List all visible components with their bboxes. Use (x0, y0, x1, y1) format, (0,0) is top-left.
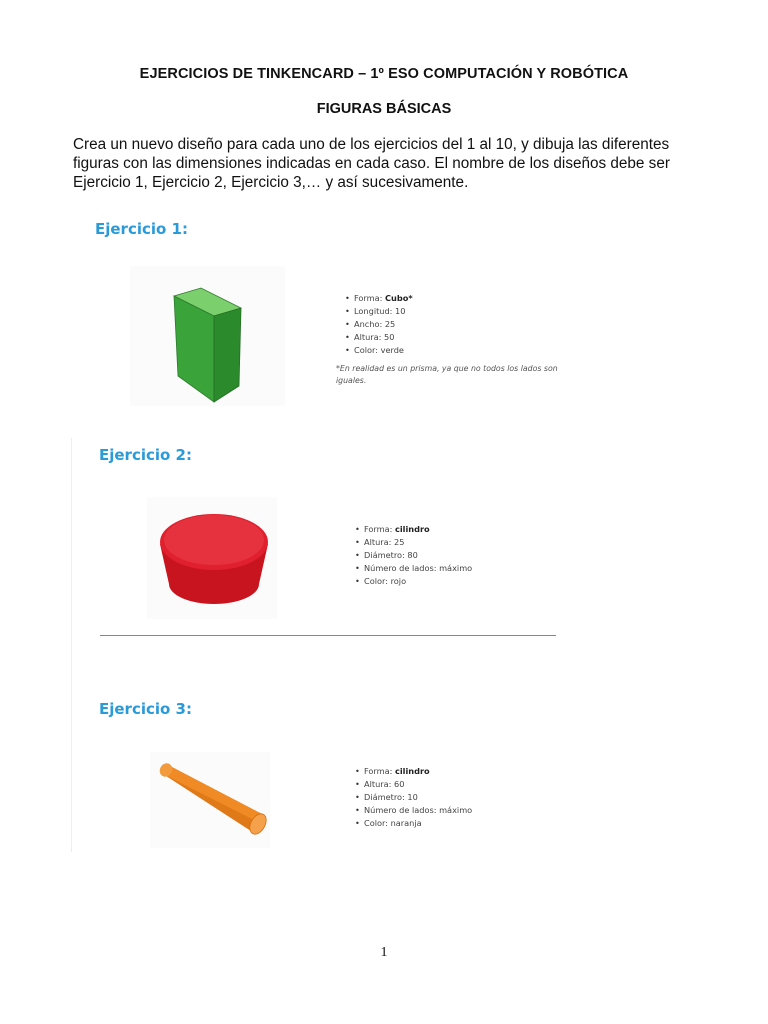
property-item: • Número de lados: máximo (354, 562, 472, 575)
page-number: 1 (380, 945, 388, 960)
section-divider (100, 635, 556, 636)
intro-paragraph (73, 135, 713, 192)
property-item: • Altura: 50 (344, 331, 413, 344)
property-item: • Longitud: 10 (344, 305, 413, 318)
property-item: • Color: rojo (354, 575, 472, 588)
intro-line: Ejercicio 1, Ejercicio 2, Ejercicio 3,… y así sucesivamente. (73, 174, 469, 191)
exercise-2-cylinder-image (147, 497, 277, 619)
exercise-1-properties (344, 292, 413, 357)
document-subtitle: FIGURAS BÁSICAS (316, 101, 452, 117)
property-item: • Número de lados: máximo (354, 804, 472, 817)
intro-line: Crea un nuevo diseño para cada uno de los ejercicios del 1 al 10, y dibuja las diferentes (73, 136, 670, 153)
property-item: • Color: naranja (354, 817, 472, 830)
margin-line (71, 438, 72, 852)
property-item: • Diámetro: 10 (354, 791, 472, 804)
property-item: • Color: verde (344, 344, 413, 357)
document-title: EJERCICIOS DE TINKENCARD – 1º ESO COMPUTACIÓN Y ROBÓTICA (139, 66, 629, 82)
property-item: • Forma: cilindro (354, 523, 472, 536)
property-item: • Altura: 25 (354, 536, 472, 549)
property-item: • Forma: cilindro (354, 765, 472, 778)
exercise-1-note: *En realidad es un prisma, ya que no todos los lados son iguales. (336, 364, 558, 385)
property-item: • Forma: Cubo* (344, 292, 413, 305)
property-item: • Diámetro: 80 (354, 549, 472, 562)
property-item: • Ancho: 25 (344, 318, 413, 331)
exercise-3-cylinder-image (150, 752, 270, 848)
exercise-2-properties (354, 523, 472, 588)
exercise-3-properties (354, 765, 472, 830)
exercise-3-heading: Ejercicio 3: (99, 700, 192, 718)
property-item: • Altura: 60 (354, 778, 472, 791)
exercise-2-heading: Ejercicio 2: (99, 446, 192, 464)
exercise-1-heading: Ejercicio 1: (95, 220, 188, 238)
intro-line: figuras con las dimensiones indicadas en cada caso. El nombre de los diseños debe ser (73, 155, 670, 172)
exercise-1-prism-image (130, 266, 285, 406)
